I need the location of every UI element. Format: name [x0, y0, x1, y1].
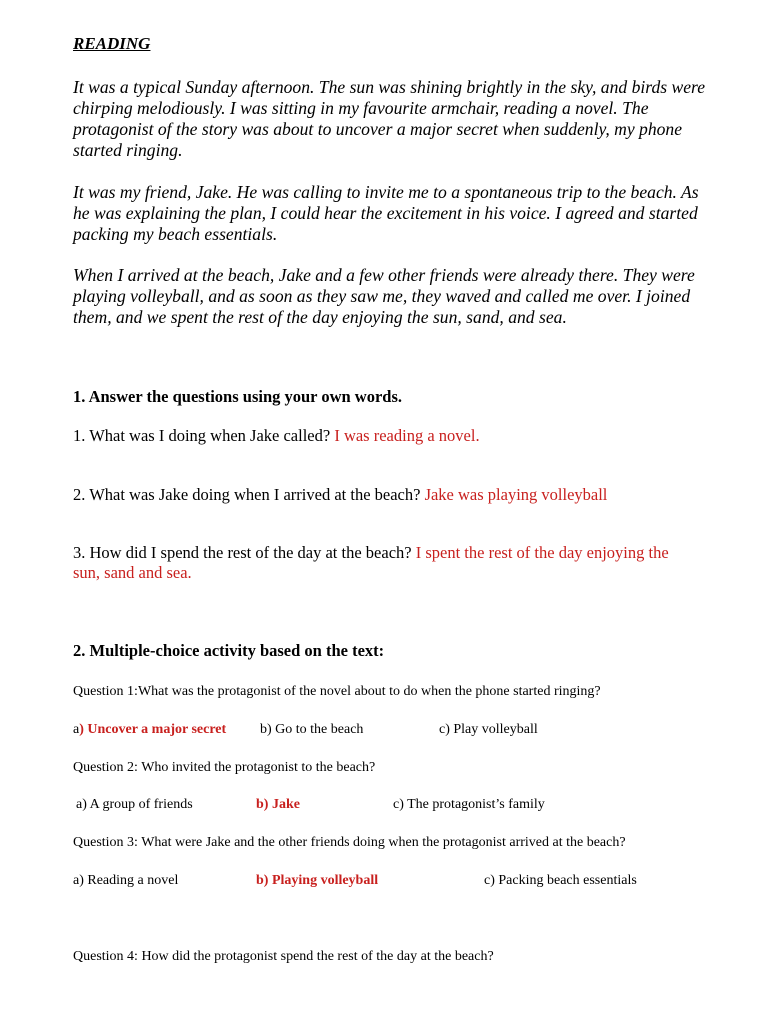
open-question-2 [73, 485, 693, 505]
mcq-2-option-c: c) The protagonist’s family [393, 797, 545, 812]
section-2-heading: 2. Multiple-choice activity based on the text: [73, 641, 385, 660]
story-paragraph-3: When I arrived at the beach, Jake and a few other friends were already there. They were playing volleyball, and as soon as they saw me, they waved and called me over. I joined them, and we spent the rest of the day enjoying the sun, sand, and sea. [73, 265, 695, 327]
mcq-2-option-b: b) Jake [256, 797, 300, 812]
open-question-3 [73, 543, 693, 583]
mcq-1-option-b: b) Go to the beach [260, 722, 364, 737]
mcq-2-option-a: a) A group of friends [76, 797, 193, 812]
mcq-question-2: Question 2: Who invited the protagonist to the beach? [73, 760, 376, 775]
answer-text: I was reading a novel. [334, 426, 480, 445]
section-1-heading: 1. Answer the questions using your own words. [73, 387, 403, 406]
story-paragraph-1: It was a typical Sunday afternoon. The sun was shining brightly in the sky, and birds were chirping melodiously. I was sitting in my favourite armchair, reading a novel. The protagonist of the story was about to uncover a major secret when suddenly, my phone started ringing. [73, 77, 706, 160]
answer-text: I spent the rest of the day enjoying the sun, sand and sea. [73, 543, 669, 582]
story-paragraph-2: It was my friend, Jake. He was calling to invite me to a spontaneous trip to the beach. As he was explaining the plan, I could hear the excitement in his voice. I agreed and started packing my beach essentials. [73, 182, 699, 244]
question-text: 3. How did I spend the rest of the day at the beach? [73, 543, 416, 562]
mcq-3-option-b: b) Playing volleyball [256, 873, 379, 888]
question-text: 2. What was Jake doing when I arrived at the beach? [73, 485, 425, 504]
page-title: READING [73, 34, 151, 53]
open-question-1 [73, 426, 693, 446]
mcq-3-option-c: c) Packing beach essentials [484, 873, 637, 888]
mcq-question-1: Question 1:What was the protagonist of the novel about to do when the phone started ringing? [73, 684, 601, 699]
mcq-1-option-c: c) Play volleyball [439, 722, 538, 737]
question-text: 1. What was I doing when Jake called? [73, 426, 335, 445]
mcq-question-3: Question 3: What were Jake and the other friends doing when the protagonist arrived at the beach? [73, 835, 626, 850]
answer-text: Jake was playing volleyball [424, 485, 608, 504]
mcq-1-option-a: a) Uncover a major secret [73, 722, 227, 737]
mcq-3-option-a: a) Reading a novel [73, 873, 179, 888]
mcq-question-4: Question 4: How did the protagonist spend the rest of the day at the beach? [73, 949, 494, 964]
